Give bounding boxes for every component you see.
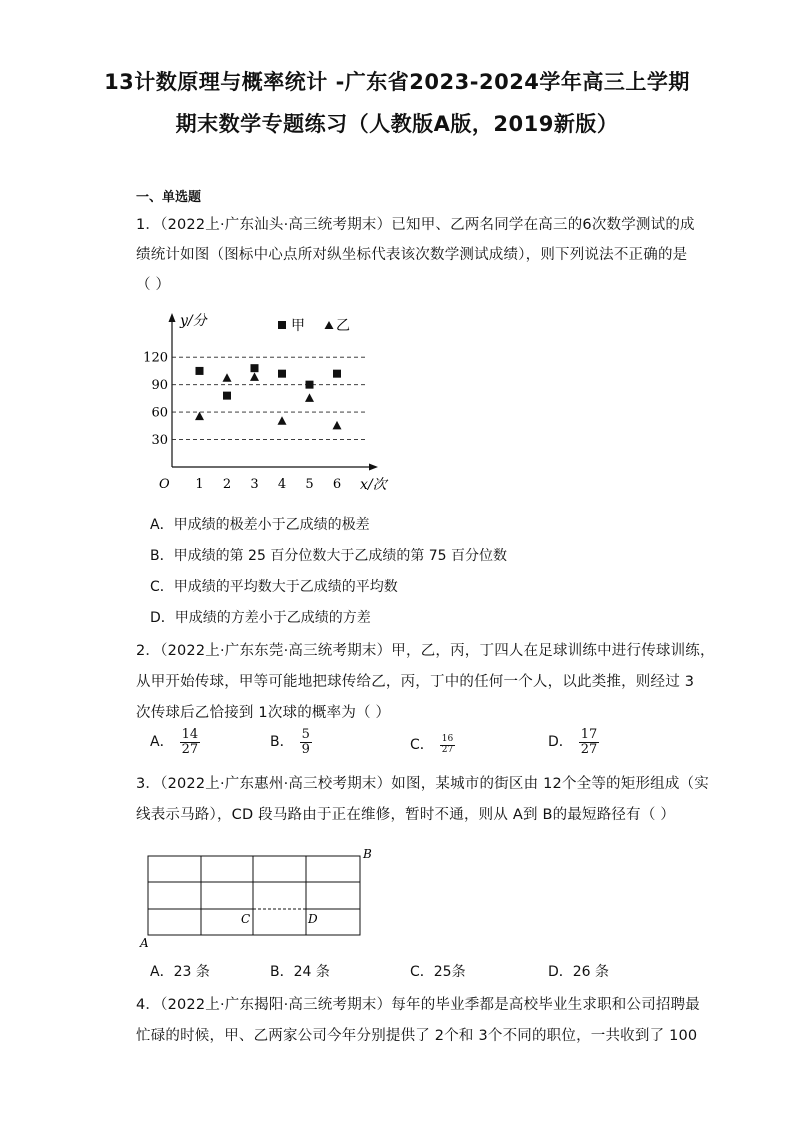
x-tick-label-5: 5 [305,477,314,492]
q2-option-c-numerator: 16 [441,734,454,745]
x-tick-label-3: 3 [250,477,259,492]
q2-text-line1: 2．（2022上·广东东莞·高三统考期末）甲，乙，丙，丁四人在足球训练中进行传球训练， [136,643,715,659]
x-axis-arrow [369,464,378,471]
x-tick-label-6: 6 [332,477,342,492]
q2-option-a-fraction [180,728,201,756]
q2-option-a [150,728,200,756]
q2-text-line2: 从甲开始传球，甲等可能地把球传给乙，丙，丁中的任何一个人，以此类推，则经过 3 [136,674,695,690]
label-b: B [363,847,372,861]
y-axis-arrow [169,313,176,322]
q3-option-c: C．25条 [410,964,466,980]
q2-option-d-numerator: 17 [580,727,598,742]
q2-option-c-label: C． [410,737,434,753]
legend-label-yi: 乙 [336,318,350,334]
q1-option-d: D．甲成绩的方差小于乙成绩的方差 [150,610,371,626]
q3-option-b: B．24 条 [270,964,330,980]
section-heading: 一、单选题 [136,190,202,205]
q2-option-a-numerator: 14 [181,727,199,742]
grid-outline [148,856,360,935]
point-yi-6 [333,421,342,430]
y-tick-label-120: 120 [143,350,168,366]
q1-text-line3: （ ） [136,277,171,293]
q2-option-b [270,728,312,756]
q3-option-a: A．23 条 [150,964,210,980]
point-yi-2 [223,373,232,382]
x-axis-label: x/次 [360,477,387,493]
q4-text-line1: 4．（2022上·广东揭阳·高三统考期末）每年的毕业季都是高校毕业生求职和公司招聘最 [136,997,700,1013]
q4-text-line2: 忙碌的时候，甲、乙两家公司今年分别提供了 2个和 3个不同的职位，一共收到了 100 [136,1028,698,1044]
point-jia-2 [223,392,231,400]
q2-option-d [548,728,599,756]
q1-option-a: A．甲成绩的极差小于乙成绩的极差 [150,517,370,533]
q3-option-d: D．26 条 [548,964,610,980]
y-axis-label: y/分 [180,313,207,329]
q2-option-b-fraction [300,728,312,756]
q2-option-d-denominator: 27 [580,741,598,757]
q1-option-c: C．甲成绩的平均数大于乙成绩的平均数 [150,579,398,595]
q1-scatter-chart [140,305,410,500]
legend-square-icon [278,321,286,329]
q2-option-a-denominator: 27 [181,741,199,757]
legend-triangle-icon [325,321,334,329]
label-a: A [140,936,149,950]
point-jia-4 [278,370,286,378]
q1-text-line1: 1．（2022上·广东汕头·高三统考期末）已知甲、乙两名同学在高三的6次数学测试的成 [136,217,695,233]
q1-option-b: B．甲成绩的第 25 百分位数大于乙成绩的第 75 百分位数 [150,548,508,564]
x-tick-label-4: 4 [277,477,287,492]
q2-option-c [410,734,455,755]
label-c: C [241,912,251,926]
point-yi-5 [305,393,314,402]
label-d: D [308,912,318,926]
legend-label-jia: 甲 [291,318,305,334]
q1-text-line2: 绩统计如图（图标中心点所对纵坐标代表该次数学测试成绩），则下列说法不正确的是 [136,247,688,263]
document-title-line2: 期末数学专题练习（人教版A版，2019新版） [175,112,619,136]
point-yi-3 [250,372,259,381]
q3-text-line1: 3．（2022上·广东惠州·高三校考期末）如图，某城市的街区由 12个全等的矩形组成（实 [136,776,709,792]
y-tick-label-60: 60 [151,405,168,421]
x-tick-label-1: 1 [195,477,204,492]
q2-option-d-fraction [579,728,600,756]
x-tick-label-2: 2 [222,477,232,492]
point-jia-3 [251,364,259,372]
q3-street-grid-diagram [138,846,378,954]
point-yi-1 [195,412,204,421]
point-yi-4 [278,416,287,425]
origin-label: O [159,477,170,492]
point-jia-5 [306,381,314,389]
q2-text-line3: 次传球后乙恰接到 1次球的概率为（ ） [136,705,391,721]
document-title-line1: 13计数原理与概率统计 -广东省2023-2024学年高三上学期 [104,70,690,94]
q2-option-b-denominator: 9 [301,741,310,757]
q2-option-d-label: D． [548,734,573,751]
point-jia-6 [333,370,341,378]
q2-option-c-fraction [440,735,455,755]
q2-option-c-denominator: 27 [441,744,454,755]
q2-option-b-numerator: 5 [301,727,310,742]
q2-option-a-label: A． [150,734,174,751]
q3-text-line2: 线表示马路），CD 段马路由于正在维修，暂时不通，则从 A到 B的最短路径有（ ） [136,807,676,823]
y-tick-label-90: 90 [151,378,168,394]
point-jia-1 [196,367,204,375]
y-tick-label-30: 30 [151,433,168,449]
q2-option-b-label: B． [270,734,294,751]
